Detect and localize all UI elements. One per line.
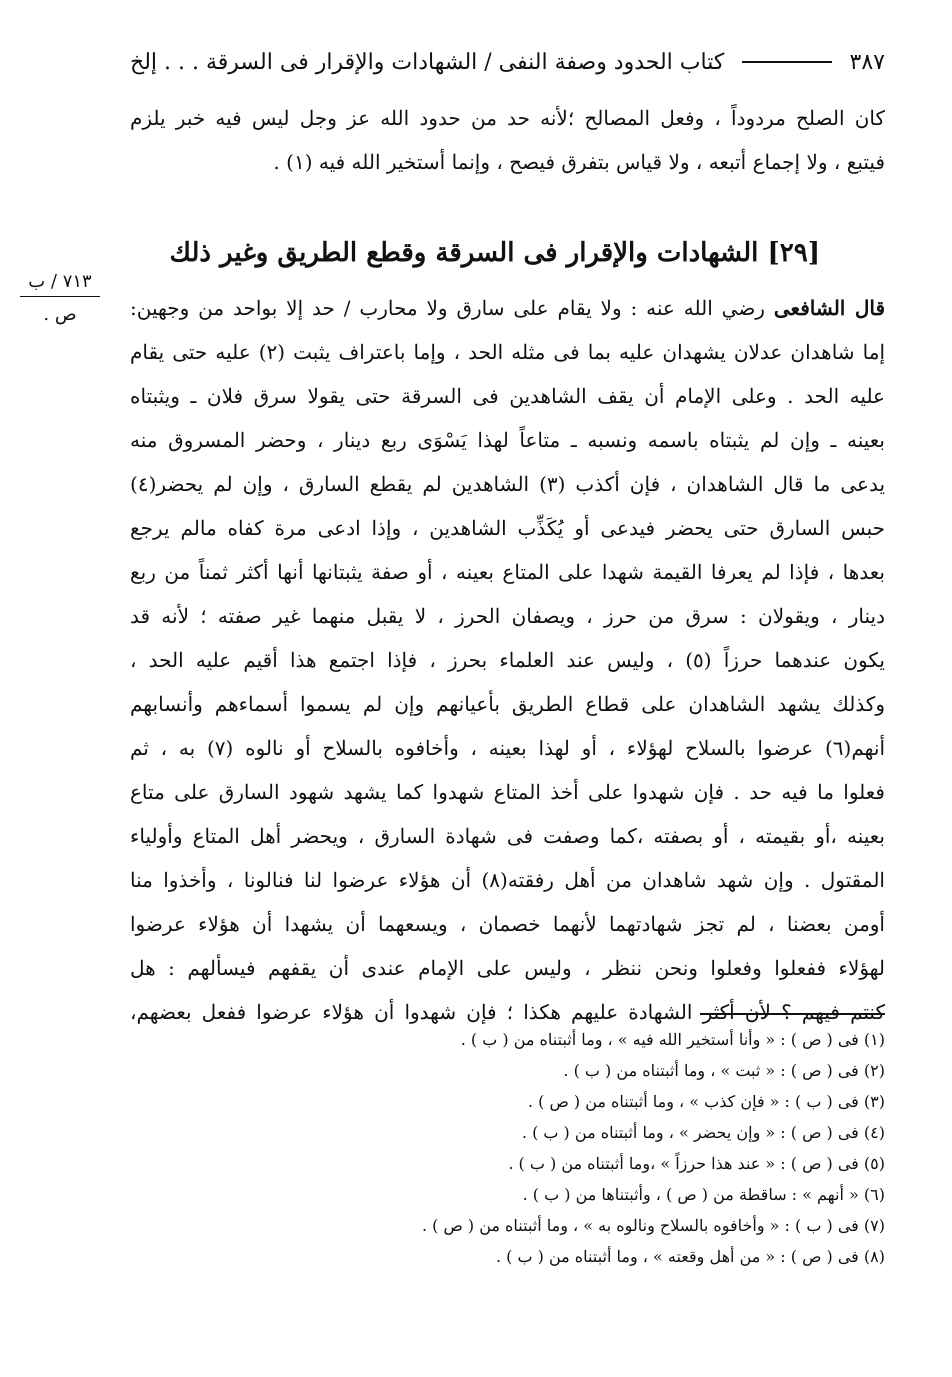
header-rule bbox=[742, 61, 831, 63]
first-line-text: : ولا يقام على سارق ولا محارب / حد إلا بواحد من وجهين: bbox=[130, 296, 638, 320]
speaker-name: قال الشافعى bbox=[773, 296, 885, 320]
text-line: لهؤلاء ففعلوا وفعلوا ونحن ننظر ، وليس على الإمام عندى أن يقفهم فيسألهم : هل bbox=[130, 956, 885, 980]
footnote: (٢) فى ( ص ) : « ثبت » ، وما أثبتناه من ( ب ) . bbox=[563, 1061, 885, 1080]
footnotes bbox=[300, 1024, 885, 1272]
footnote-divider bbox=[700, 1013, 885, 1015]
footnote: (٦) « أنهم » : ساقطة من ( ص ) ، وأثبتناها من ( ب ) . bbox=[522, 1185, 885, 1204]
margin-note bbox=[20, 270, 100, 327]
footnote: (١) فى ( ص ) : « وأنا أستخير الله فيه » ، وما أثبتناه من ( ب ) . bbox=[460, 1030, 885, 1049]
text-line: بعينه ـ وإن لم يثبتاه باسمه ونسبه ـ متاعاً لهذا يَسْوَى ربع دينار ، وحضر المسروق منه bbox=[130, 428, 885, 452]
text-line: المقتول . وإن شهد شاهدان من أهل رفقته(٨) أن هؤلاء عرضوا لنا فنالونا ، وأخذوا منا bbox=[130, 868, 885, 892]
text-line: إما شاهدان عدلان يشهدان عليه بما فى مثله الحد ، وإما باعتراف يثبت (٢) عليه حتى يقام bbox=[130, 340, 885, 364]
footnote: (٨) فى ( ص ) : « من أهل وقعته » ، وما أثبتناه من ( ب ) . bbox=[495, 1247, 885, 1266]
intro-paragraph bbox=[130, 96, 885, 184]
text-line: كنتم فيهم ؟ لأن أكثر الشهادة عليهم هكذا ؛ فإن شهدوا أن هؤلاء عرضوا ففعل بعضهم، bbox=[130, 1000, 885, 1024]
text-line: كان الصلح مردوداً ، وفعل المصالح ؛لأنه حد من حدود الله عز وجل ليس فيه خبر يلزم bbox=[130, 106, 885, 130]
footnote: (٣) فى ( ب ) : « فإن كذب » ، وما أثبتناه من ( ص ) . bbox=[527, 1092, 885, 1111]
running-header-title: كتاب الحدود وصفة النفى / الشهادات والإقرار فى السرقة . . . إلخ bbox=[130, 49, 725, 75]
text-line: دينار ، ويقولان : سرق من حرز ، ويصفان الحرز ، لا يقبل منهما غير صفته ؛ لأنه قد bbox=[130, 604, 885, 628]
text-line: فعلوا ما فيه حد . فإن شهدوا على أخذ المتاع شهدوا كما يشهد شهود السارق على متاع bbox=[130, 780, 885, 804]
speaker-honorific: رضي الله عنه bbox=[646, 296, 765, 320]
text-line: أومن بعضنا ، لم تجز شهادتهما لأنهما خصمان ، ويسعهما أن يشهدا أن هؤلاء عرضوا bbox=[130, 912, 885, 936]
running-header bbox=[130, 40, 885, 84]
page-number: ٣٨٧ bbox=[849, 49, 885, 75]
footnote: (٤) فى ( ص ) : « وإن يحضر » ، وما أثبتناه من ( ب ) . bbox=[521, 1123, 885, 1142]
footnote: (٧) فى ( ب ) : « وأخافوه بالسلاح ونالوه به » ، وما أثبتناه من ( ص ) . bbox=[421, 1216, 885, 1235]
text-line: عليه الحد . وعلى الإمام أن يقف الشاهدين فى السرقة حتى يقولا سرق فلان ـ ويثبتاه bbox=[130, 384, 885, 408]
manuscript-siglum: ص . bbox=[43, 304, 77, 325]
text-line: يكون عندهما حرزاً (٥) ، وليس عند العلماء بحرز ، فإذا اجتمع هذا أقيم عليه الحد ، bbox=[130, 648, 885, 672]
main-text bbox=[130, 286, 885, 1034]
text-line: بعدها ، فإذا لم يعرفا القيمة شهدا على المتاع بعينه ، أو صفة يثبتانها أنها أكثر ثمناً من ربع bbox=[130, 560, 885, 584]
text-line: وكذلك يشهد الشاهدان على قطاع الطريق بأعيانهم وإن لم يسموا أسماءهم وأنسابهم bbox=[130, 692, 885, 716]
text-line: فيتبع ، ولا إجماع أتبعه ، ولا قياس بتفرق فيصح ، وإنما أستخير الله فيه (١) . bbox=[273, 150, 885, 174]
text-line: بعينه ،أو بقيمته ، أو بصفته ،كما وصفت فى شهادة السارق ، ويحضر أهل المتاع وأولياء bbox=[130, 824, 885, 848]
section-heading: [٢٩] الشهادات والإقرار فى السرقة وقطع الطريق وغير ذلك bbox=[169, 238, 820, 268]
footnote: (٥) فى ( ص ) : « عند هذا حرزاً » ،وما أثبتناه من ( ب ) . bbox=[508, 1154, 885, 1173]
text-line: حبس السارق حتى يحضر فيدعى أو يُكَذِّب الشاهدين ، وإذا ادعى مرة كفاه مالم يرجع bbox=[130, 516, 885, 540]
text-line-first bbox=[130, 286, 885, 330]
text-line: يدعى ما قال الشاهدان ، فإن أكذب (٣) الشاهدين لم يقطع السارق ، وإن لم يحضر(٤) bbox=[130, 472, 885, 496]
text-line: أنهم(٦) عرضوا بالسلاح لهؤلاء ، أو لهذا بعينه ، وأخافوه بالسلاح أو نالوه (٧) به ، ثم bbox=[130, 736, 885, 760]
folio-reference: ٧١٣ / ب bbox=[20, 270, 100, 297]
